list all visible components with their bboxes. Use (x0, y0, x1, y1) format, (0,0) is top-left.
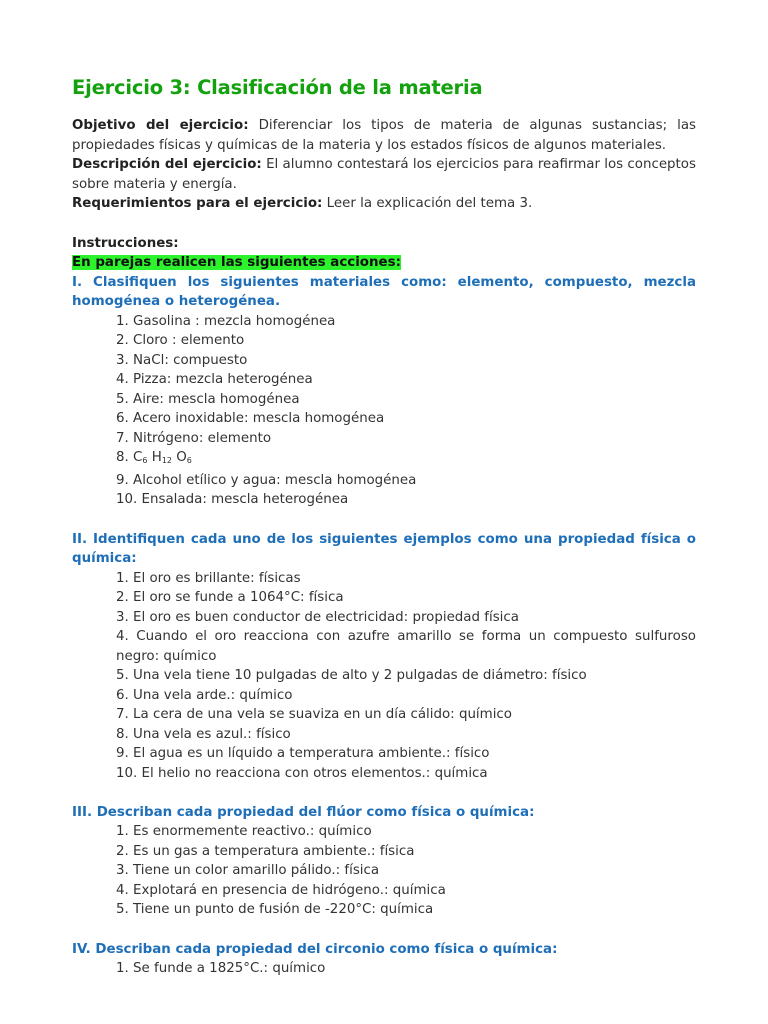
highlighted-instruction: En parejas realicen las siguientes acciones: (72, 255, 401, 271)
list-item: 5. Tiene un punto de fusión de -220°C: química (116, 902, 434, 918)
formula-sub-2: 12 (161, 456, 172, 466)
section-2-heading: II. Identifiquen cada uno de los siguientes ejemplos como una propiedad física o química: (72, 531, 696, 567)
list-item: 4. Cuando el oro reacciona con azufre amarillo se forma un compuesto sulfuroso negro: químico (116, 629, 696, 664)
list-item: 7. La cera de una vela se suaviza en un día cálido: químico (116, 707, 512, 723)
list-item-formula (116, 448, 696, 471)
descripcion-paragraph (72, 155, 696, 194)
section-4-heading: IV. Describan cada propiedad del circonio como física o química: (72, 941, 558, 957)
list-item: 5. Aire: mescla homogénea (116, 391, 300, 407)
objetivo-paragraph (72, 116, 696, 155)
section-1-list (72, 312, 696, 510)
section-3-list (72, 822, 696, 920)
formula-mid-2: O (172, 450, 187, 466)
objetivo-text: Diferenciar los tipos de materia de algunas sustancias; las propiedades físicas y químicas de la materia y los estados físicos de algunos materiales. (72, 118, 697, 153)
list-item: 1. El oro es brillante: físicas (116, 570, 301, 586)
list-item: 1. Es enormemente reactivo.: químico (116, 824, 372, 840)
list-item: 10. Ensalada: mescla heterogénea (116, 492, 349, 508)
formula-mid-1: H (147, 450, 162, 466)
section-2-list (72, 569, 696, 784)
list-item: 9. Alcohol etílico y agua: mescla homogénea (116, 472, 417, 488)
list-item: 7. Nitrógeno: elemento (116, 430, 272, 446)
list-item: 10. El helio no reacciona con otros elementos.: química (116, 765, 488, 781)
instrucciones-label: Instrucciones: (72, 235, 179, 251)
list-item: 6. Acero inoxidable: mescla homogénea (116, 411, 385, 427)
list-item: 4. Pizza: mezcla heterogénea (116, 372, 313, 388)
list-item: 4. Explotará en presencia de hidrógeno.: química (116, 882, 446, 898)
list-item: 1. Se funde a 1825°C.: químico (116, 961, 326, 977)
list-item: 3. El oro es buen conductor de electricidad: propiedad física (116, 609, 519, 625)
list-item: 3. Tiene un color amarillo pálido.: física (116, 863, 380, 879)
objetivo-label: Objetivo del ejercicio: (72, 118, 249, 133)
list-item: 8. Una vela es azul.: físico (116, 726, 291, 742)
list-item: 2. Es un gas a temperatura ambiente.: física (116, 843, 415, 859)
formula-sub-3: 6 (186, 456, 192, 466)
list-item: 6. Una vela arde.: químico (116, 687, 293, 703)
highlight-paragraph (72, 253, 696, 273)
descripcion-label: Descripción del ejercicio: (72, 157, 262, 173)
requerimientos-label: Requerimientos para el ejercicio: (72, 196, 323, 212)
section-3-heading: III. Describan cada propiedad del flúor como física o química: (72, 804, 535, 820)
section-1-heading: I. Clasifiquen los siguientes materiales como: elemento, compuesto, mezcla homogénea o heterogénea. (72, 274, 696, 310)
formula-sub-1: 6 (142, 456, 148, 466)
list-item: 1. Gasolina : mezcla homogénea (116, 313, 336, 329)
descripcion-text: El alumno contestará los ejercicios para reafirmar los conceptos sobre materia y energía. (72, 157, 696, 192)
instrucciones-paragraph (72, 234, 696, 254)
document-page (72, 72, 696, 979)
list-item: 9. El agua es un líquido a temperatura ambiente.: físico (116, 746, 490, 762)
formula-prefix: 8. C (116, 450, 143, 466)
list-item: 2. Cloro : elemento (116, 333, 245, 349)
requerimientos-text: Leer la explicación del tema 3. (326, 196, 533, 212)
requerimientos-paragraph (72, 194, 696, 214)
list-item: 5. Una vela tiene 10 pulgadas de alto y 2 pulgadas de diámetro: físico (116, 668, 587, 684)
section-4-list (72, 959, 696, 979)
list-item: 2. El oro se funde a 1064°C: física (116, 590, 344, 606)
list-item: 3. NaCl: compuesto (116, 352, 248, 368)
page-title: Ejercicio 3: Clasificación de la materia (72, 76, 483, 99)
